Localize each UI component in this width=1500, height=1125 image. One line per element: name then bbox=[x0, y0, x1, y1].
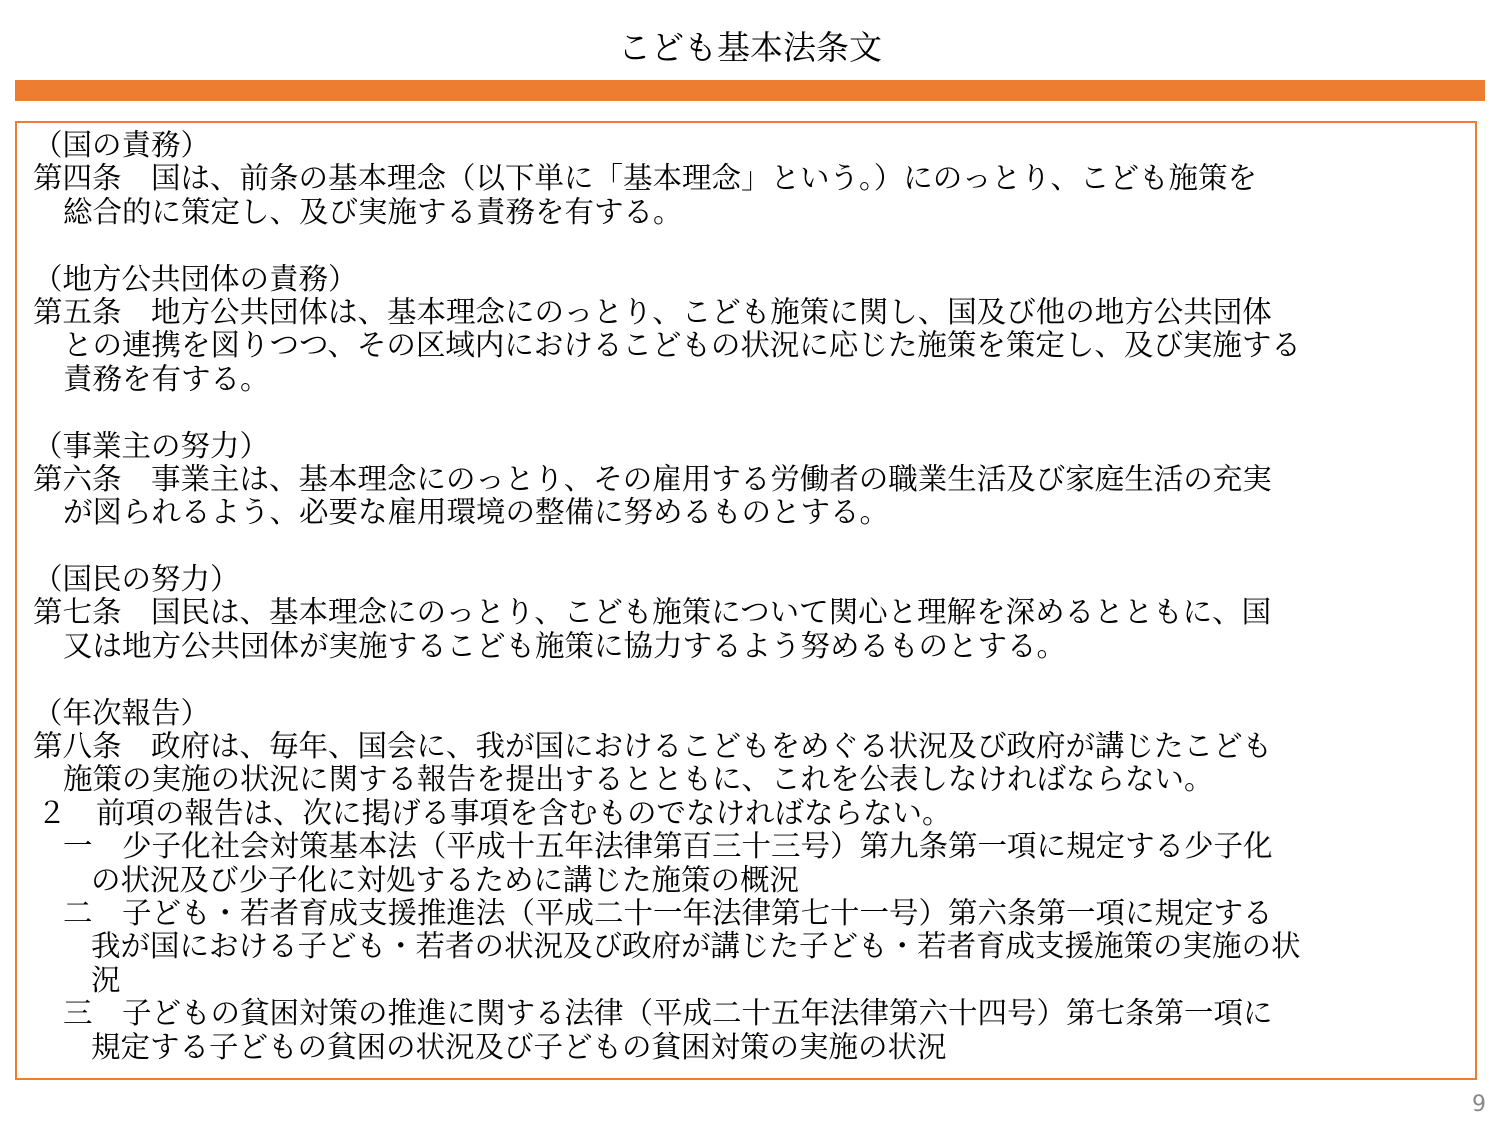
article-line: 責務を有する。 bbox=[63, 361, 270, 396]
spacer bbox=[33, 530, 1473, 563]
page-number: 9 bbox=[1472, 1092, 1486, 1117]
article-line: 又は地方公共団体が実施するこども施策に協力するよう努めるものとする。 bbox=[63, 628, 1067, 663]
item-line: 我が国における子ども・若者の状況及び政府が講じた子ども・若者育成支援施策の実施の状 bbox=[91, 929, 1301, 964]
item-line: 規定する子どもの貧困の状況及び子どもの貧困対策の実施の状況 bbox=[91, 1029, 947, 1064]
spacer bbox=[33, 663, 1473, 696]
article-line: 総合的に策定し、及び実施する責務を有する。 bbox=[63, 194, 683, 229]
spacer bbox=[33, 229, 1473, 262]
article-caption: （国の責務） bbox=[33, 128, 211, 162]
law-text-box bbox=[15, 121, 1477, 1080]
article-line: 施策の実施の状況に関する報告を提出するとともに、これを公表しなければならない。 bbox=[63, 762, 1214, 797]
item-line: 三 子どもの貧困対策の推進に関する法律（平成二十五年法律第六十四号）第七条第一項に bbox=[63, 996, 1273, 1031]
article-line: 第五条 地方公共団体は、基本理念にのっとり、こども施策に関し、国及び他の地方公共団体 bbox=[33, 294, 1272, 329]
article-caption: （地方公共団体の責務） bbox=[33, 261, 358, 296]
article-caption: （事業主の努力） bbox=[33, 428, 270, 463]
item-line: 二 子ども・若者育成支援推進法（平成二十一年法律第七十一号）第六条第一項に規定する bbox=[63, 895, 1273, 930]
article-caption: （国民の努力） bbox=[33, 562, 240, 597]
article-line: との連携を図りつつ、その区域内におけるこどもの状況に応じた施策を策定し、及び実施する bbox=[63, 328, 1301, 363]
page-title: こども基本法条文 bbox=[618, 28, 882, 67]
article-line: 第八条 政府は、毎年、国会に、我が国におけるこどもをめぐる状況及び政府が講じたこども bbox=[33, 729, 1273, 764]
title-accent-bar bbox=[15, 80, 1485, 101]
law-text bbox=[33, 129, 1473, 1064]
article-line: が図られるよう、必要な雇用環境の整備に努めるものとする。 bbox=[63, 495, 890, 530]
paragraph-2: ２ 前項の報告は、次に掲げる事項を含むものでなければならない。 bbox=[37, 795, 952, 830]
article-line: 第六条 事業主は、基本理念にのっとり、その雇用する労働者の職業生活及び家庭生活の充実 bbox=[33, 461, 1272, 496]
article-caption: （年次報告） bbox=[33, 695, 211, 730]
article-line: 第七条 国民は、基本理念にのっとり、こども施策について関心と理解を深めるとともに、国 bbox=[33, 595, 1272, 630]
article-line: 第四条 国は、前条の基本理念（以下単に「基本理念」という。）にのっとり、こども施策を bbox=[33, 161, 1257, 196]
item-line: 況 bbox=[91, 962, 121, 997]
item-line: の状況及び少子化に対処するために講じた施策の概況 bbox=[91, 862, 800, 897]
item-line: 一 少子化社会対策基本法（平成十五年法律第百三十三号）第九条第一項に規定する少子化 bbox=[63, 829, 1273, 864]
spacer bbox=[33, 396, 1473, 429]
